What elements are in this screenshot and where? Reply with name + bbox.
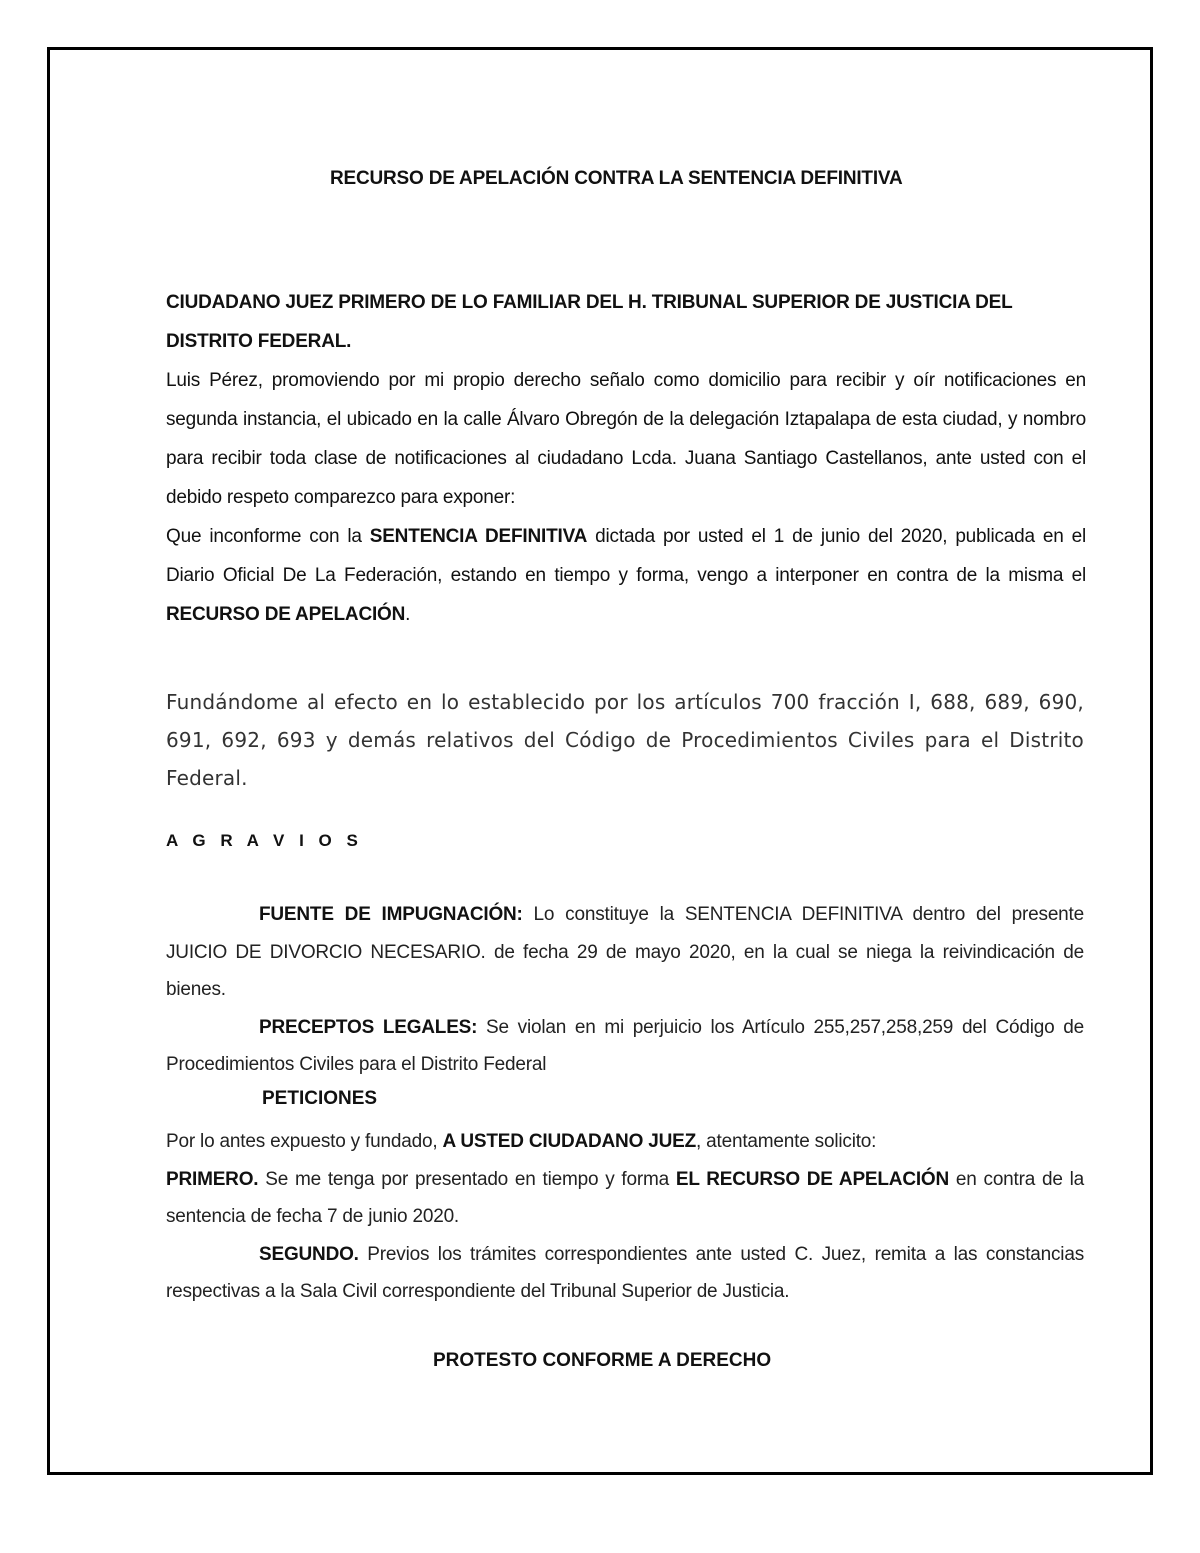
primero-paragraph: [166, 1161, 1084, 1236]
appeal-text-a: Que inconforme con la: [166, 526, 370, 547]
fundamento-paragraph: Fundándome al efecto en lo establecido por los artículos 700 fracción I, 688, 689, 690, 691, 692, 693 y demás relativos del Código de Procedimientos Civiles para el Distrito Federal.: [166, 690, 1084, 790]
agravios-heading: A G R A V I O S: [166, 831, 363, 850]
primero-c: en contra de la sentencia de fecha 7 de junio 2020.: [166, 1168, 1084, 1228]
primero-a: Se me tenga por presentado en tiempo y forma: [258, 1168, 676, 1190]
preceptos-text: Se violan en mi perjuicio los Artículo 255,257,258,259 del Código de Procedimientos Civiles para el Distrito Federal: [166, 1016, 1084, 1076]
document-title: RECURSO DE APELACIÓN CONTRA LA SENTENCIA DEFINITIVA: [330, 168, 903, 189]
preceptos-label: PRECEPTOS LEGALES:: [259, 1016, 478, 1038]
primero-b: EL RECURSO DE APELACIÓN: [675, 1168, 950, 1190]
appeal-text-b: SENTENCIA DEFINITIVA: [369, 526, 588, 547]
preceptos-paragraph: [166, 1009, 1084, 1084]
segundo-label: SEGUNDO.: [259, 1243, 359, 1265]
solicito-c: , atentamente solicito:: [696, 1131, 877, 1152]
fuente-text: Lo constituye la SENTENCIA DEFINITIVA dentro del presente JUICIO DE DIVORCIO NECESARIO. de fecha 29 de mayo 2020, en la cual se niega la reivindicación de bienes.: [166, 904, 1084, 1001]
intro-paragraph: Luis Pérez, promoviendo por mi propio derecho señalo como domicilio para recibir y oír notificaciones en segunda instancia, el ubicado en la calle Álvaro Obregón de la delegación Iztapalapa de esta ciudad, y nombro para recibir toda clase de notificaciones al ciudadano Lcda. Juana Santiago Castellanos, ante usted con el debido respeto comparezco para exponer:: [166, 370, 1086, 508]
appeal-text-c: dictada por usted el 1 de junio del 2020, publicada en el Diario Oficial De La Federación, estando en tiempo y forma, vengo a interponer en contra de la misma el: [166, 526, 1086, 586]
segundo-paragraph: [166, 1236, 1084, 1311]
fuente-label: FUENTE DE IMPUGNACIÓN:: [259, 904, 523, 925]
solicito-paragraph: [166, 1123, 1084, 1161]
solicito-a: Por lo antes expuesto y fundado,: [166, 1131, 443, 1152]
intro-section: [166, 361, 1086, 634]
primero-label: PRIMERO.: [166, 1168, 259, 1190]
solicito-b: A USTED CIUDADANO JUEZ: [442, 1131, 697, 1152]
agravios-section: [166, 896, 1084, 1084]
closing-statement: PROTESTO CONFORME A DERECHO: [433, 1350, 772, 1371]
peticiones-section: [166, 1123, 1084, 1311]
addressee: CIUDADANO JUEZ PRIMERO DE LO FAMILIAR DEL H. TRIBUNAL SUPERIOR DE JUSTICIA DEL DISTRITO FEDERAL.: [166, 292, 1013, 352]
appeal-paragraph: [166, 517, 1086, 634]
peticiones-heading: PETICIONES: [262, 1088, 378, 1109]
appeal-text-d: RECURSO DE APELACIÓN: [166, 604, 406, 625]
fuente-paragraph: [166, 896, 1084, 1009]
segundo-text: Previos los trámites correspondientes ante usted C. Juez, remita a las constancias respectivas a la Sala Civil correspondiente del Tribunal Superior de Justicia.: [166, 1243, 1084, 1303]
appeal-text-e: .: [405, 604, 411, 625]
